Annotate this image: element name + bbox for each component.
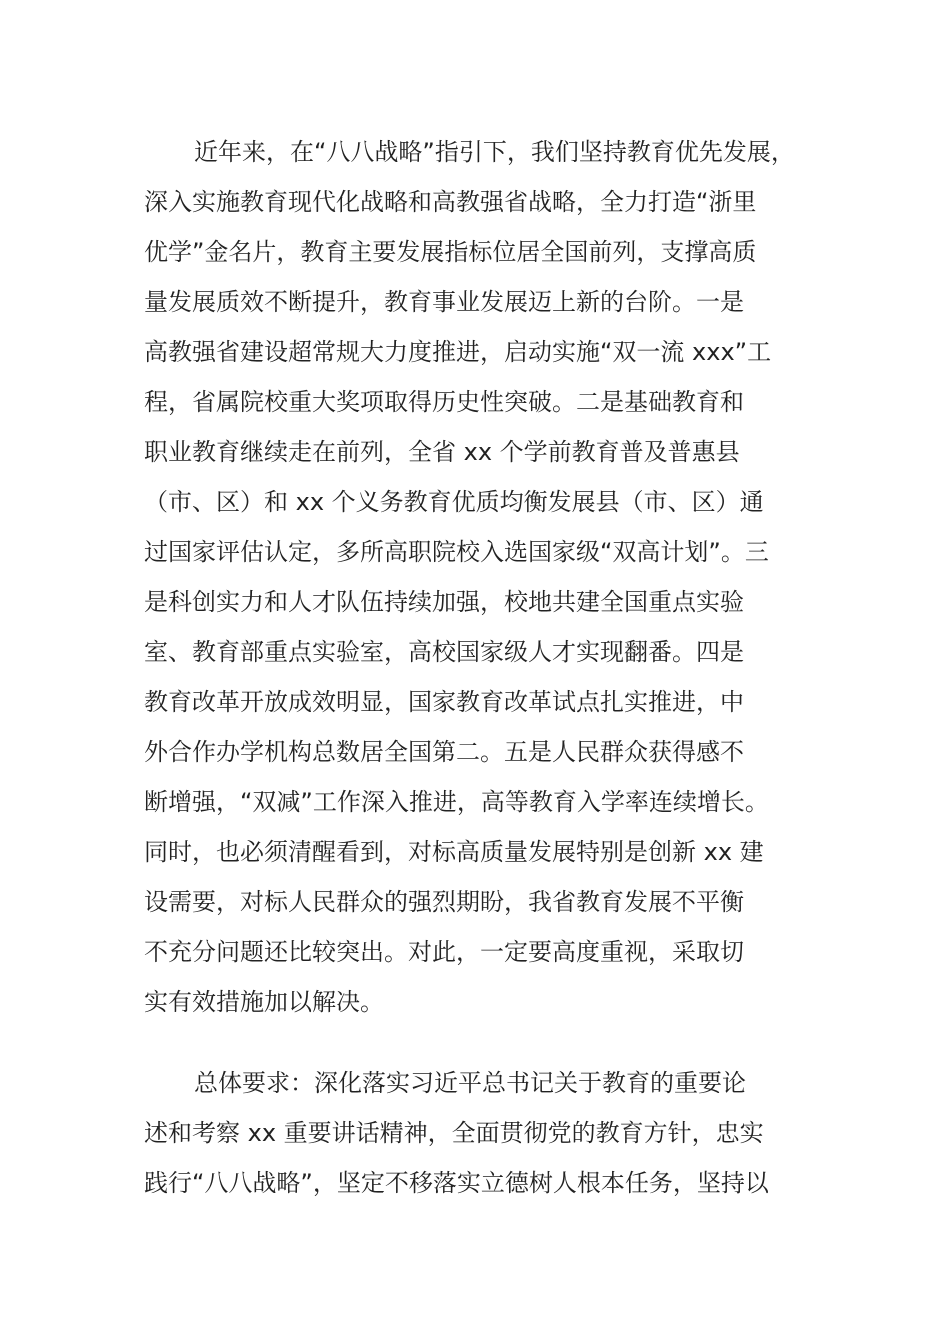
paragraph-line: （市、区）和 xx 个义务教育优质均衡发展县（市、区）通 bbox=[144, 488, 764, 516]
paragraph-line: 优学”金名片，教育主要发展指标位居全国前列，支撑高质 bbox=[144, 238, 757, 266]
paragraph-line: 实有效措施加以解决。 bbox=[144, 988, 384, 1016]
paragraph-line: 总体要求：深化落实习近平总书记关于教育的重要论 bbox=[194, 1069, 746, 1097]
paragraph-line: 量发展质效不断提升，教育事业发展迈上新的台阶。一是 bbox=[144, 288, 744, 316]
paragraph-line: 外合作办学机构总数居全国第二。五是人民群众获得感不 bbox=[144, 738, 744, 766]
paragraph-line: 近年来，在“八八战略”指引下，我们坚持教育优先发展， bbox=[194, 138, 795, 166]
paragraph-line: 断增强，“双减”工作深入推进，高等教育入学率连续增长。 bbox=[144, 788, 769, 816]
paragraph-line: 教育改革开放成效明显，国家教育改革试点扎实推进，中 bbox=[144, 688, 744, 716]
paragraph-line: 不充分问题还比较突出。对此，一定要高度重视，采取切 bbox=[144, 938, 744, 966]
paragraph-line: 深入实施教育现代化战略和高教强省战略，全力打造“浙里 bbox=[144, 188, 757, 216]
paragraph-line: 践行“八八战略”，坚定不移落实立德树人根本任务，坚持以 bbox=[144, 1169, 769, 1197]
paragraph-line: 同时，也必须清醒看到，对标高质量发展特别是创新 xx 建 bbox=[144, 838, 764, 866]
paragraph-line: 高教强省建设超常规大力度推进，启动实施“双一流 xxx”工 bbox=[144, 338, 772, 366]
paragraph-line: 述和考察 xx 重要讲话精神，全面贯彻党的教育方针，忠实 bbox=[144, 1119, 764, 1147]
paragraph-line: 设需要，对标人民群众的强烈期盼，我省教育发展不平衡 bbox=[144, 888, 744, 916]
paragraph-line: 程，省属院校重大奖项取得历史性突破。二是基础教育和 bbox=[144, 388, 744, 416]
paragraph-line: 职业教育继续走在前列，全省 xx 个学前教育普及普惠县 bbox=[144, 438, 740, 466]
paragraph-line: 是科创实力和人才队伍持续加强，校地共建全国重点实验 bbox=[144, 588, 744, 616]
paragraph-line: 过国家评估认定，多所高职院校入选国家级“双高计划”。三 bbox=[144, 538, 769, 566]
paragraph-line: 室、教育部重点实验室，高校国家级人才实现翻番。四是 bbox=[144, 638, 744, 666]
